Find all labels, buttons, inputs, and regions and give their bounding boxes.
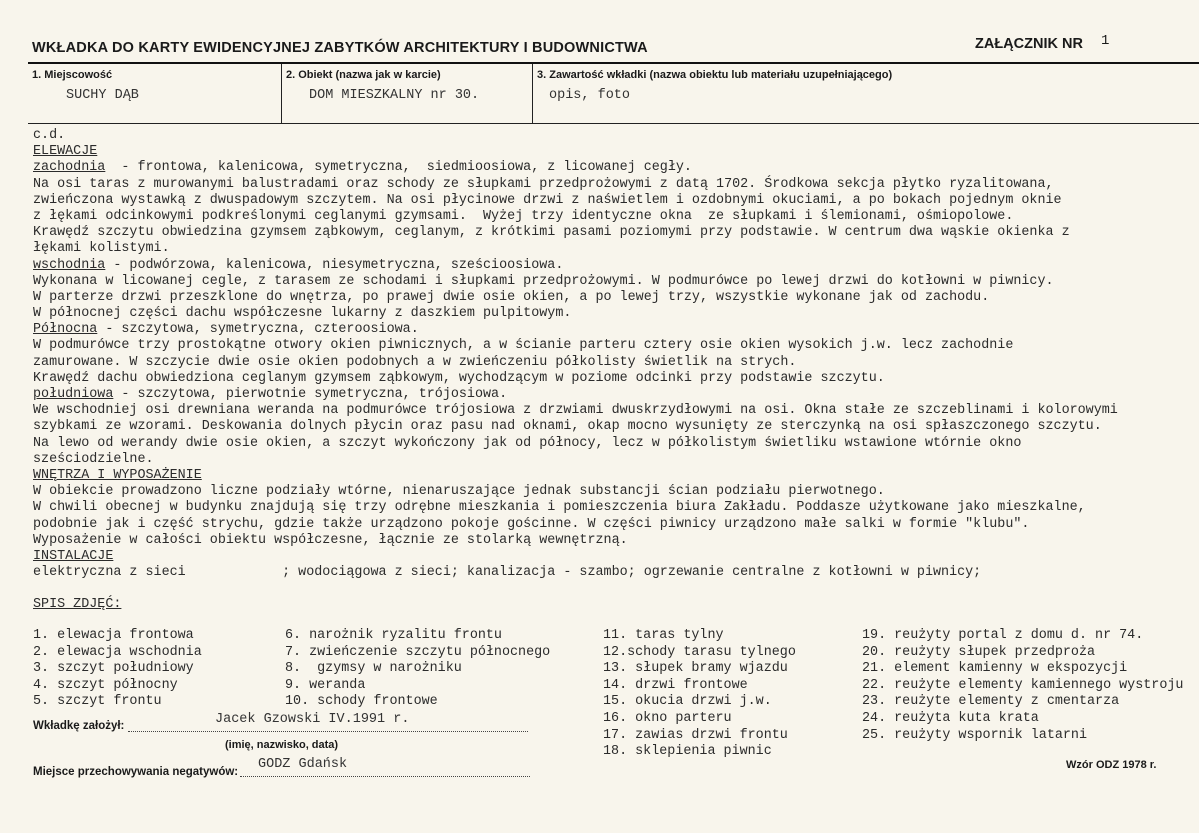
photo-list-item: 15. okucia drzwi j.w. xyxy=(603,694,772,710)
attachment-number: 1 xyxy=(1100,33,1110,49)
object-field xyxy=(282,64,533,123)
photo-list-col-2 xyxy=(285,628,550,711)
text-line: zwieńczona wystawką z dwuspadowym szczytem. Na osi płycinowe drzwi z naświetlem i ozdobnymi okuciami, a po bokach pojednym oknie xyxy=(33,192,1062,208)
section-heading: Północna xyxy=(33,322,98,338)
photo-list-item: 16. okno parteru xyxy=(603,710,732,726)
text-line: Na lewo od werandy dwie osie okien, a szczyt wykończony jak od północy, lecz w półkolistym świetliku wstawione wtórnie okno xyxy=(33,435,1022,451)
text-line: Wykonana w licowanej cegle, z tarasem ze schodami i słupkami przedprożowymi. W podmurówce po lewej drzwi do kotłowni w piwnicy. xyxy=(33,273,1054,289)
photo-list-item: 2. elewacja wschodnia xyxy=(33,644,202,660)
text-line: Krawędź dachu obwiedziona ceglanym gzymsem ząbkowym, wychodzącym w poziome odcinki przy podstawie szczytu. xyxy=(33,370,885,386)
section-text: - szczytowa, pierwotnie symetryczna, trójosiowa. xyxy=(113,387,508,402)
photo-list-item: 1. elewacja frontowa xyxy=(33,628,194,643)
photo-list-item: 18. sklepienia piwnic xyxy=(603,744,772,760)
text-line xyxy=(33,160,1199,176)
section-heading: ELEWACJE xyxy=(33,144,98,160)
section-heading: WNĘTRZA I WYPOSAŻENIE xyxy=(33,467,202,483)
object-label: 2. Obiekt (nazwa jak w karcie) xyxy=(286,69,441,81)
text-line xyxy=(33,597,1199,613)
storage-value: GODZ Gdańsk xyxy=(258,757,348,772)
author-label: Wkładkę założył: xyxy=(33,720,125,732)
text-line xyxy=(33,468,1199,484)
photo-list-item: 4. szczyt północny xyxy=(33,677,178,693)
storage-label: Miejsce przechowywania negatywów: xyxy=(33,766,239,778)
photo-list-item: 5. szczyt frontu xyxy=(33,694,162,710)
photo-list-item: 7. zwieńczenie szczytu północnego xyxy=(285,644,551,660)
content-label: 3. Zawartość wkładki (nazwa obiektu lub materiału uzupełniającego) xyxy=(537,69,893,81)
form-template-id: Wzór ODZ 1978 r. xyxy=(1066,759,1157,771)
text-line: c.d. xyxy=(33,128,66,143)
text-line: elektryczna z sieci ; wodociągowa z sieci; kanalizacja - szambo; ogrzewanie centralne z kotłowni w piwnicy; xyxy=(33,565,982,581)
storage-line xyxy=(240,776,530,777)
photo-list-item: 17. zawias drzwi frontu xyxy=(603,727,788,743)
text-line xyxy=(33,144,1199,160)
attachment-label: ZAŁĄCZNIK NR xyxy=(975,36,1083,52)
section-text: - szczytowa, symetryczna, czteroosiowa. xyxy=(97,322,419,338)
locality-field xyxy=(28,64,282,123)
description-text xyxy=(33,128,1199,614)
photo-list-item: 14. drzwi frontowe xyxy=(603,677,748,693)
form-title: WKŁADKA DO KARTY EWIDENCYJNEJ ZABYTKÓW ARCHITEKTURY I BUDOWNICTWA xyxy=(32,40,648,56)
author-line xyxy=(128,731,528,732)
photo-list-col-1 xyxy=(33,628,202,711)
photo-list-item: 23. reużyte elementy z cmentarza xyxy=(862,694,1120,710)
photo-list-item: 21. element kamienny w ekspozycji xyxy=(862,661,1128,677)
photo-list-item: 19. reużyty portal z domu d. nr 74. xyxy=(862,628,1144,643)
photo-list-item: 11. taras tylny xyxy=(603,628,724,643)
photo-list-item: 12.schody tarasu tylnego xyxy=(603,644,796,660)
content-field xyxy=(533,64,1193,123)
text-line xyxy=(33,258,1199,274)
object-value: DOM MIESZKALNY nr 30. xyxy=(309,88,480,103)
text-line xyxy=(33,581,1199,597)
text-line: szybkami ze wzorami. Deskowania dolnych płycin oraz pasu nad oknami, okap mocno wysunięty ze sterczynką na osi spłaszczonego szczytu. xyxy=(33,419,1102,435)
photo-list-col-4 xyxy=(862,628,1183,744)
section-heading: SPIS ZDJĘĆ: xyxy=(33,597,122,613)
photo-list-item: 8. gzymsy w narożniku xyxy=(285,661,462,677)
attachment-header xyxy=(975,33,1110,53)
author-hint: (imię, nazwisko, data) xyxy=(225,739,339,751)
photo-list-item: 25. reużyty wspornik latarni xyxy=(862,727,1087,743)
text-line: W chwili obecnej w budynku znajdują się trzy odrębne mieszkania i pomieszczenia biura Zakładu. Poddasze użytkowane jako mieszkalne, xyxy=(33,500,1086,516)
text-line: W obiekcie prowadzono liczne podziały wtórne, nienaruszające jednak substancji ścian podziału pierwotnego. xyxy=(33,484,885,500)
photo-list-item: 20. reużyty słupek przedproża xyxy=(862,644,1096,660)
fields-rule xyxy=(28,123,1199,124)
text-line: W parterze drzwi przeszklone do wnętrza, po prawej dwie osie okien, a po lewej trzy, wszystkie wykonane jak od zachodu. xyxy=(33,289,990,305)
section-text: - podwórzowa, kalenicowa, niesymetryczna, sześcioosiowa. xyxy=(105,257,564,273)
text-line: z łękami odcinkowymi podkreślonymi ceglanymi gzymsami. Wyżej trzy identyczne okna ze słupkami i ślemionami, ośmiopolowe. xyxy=(33,208,1014,224)
photo-list-item: 9. weranda xyxy=(285,677,366,693)
locality-label: 1. Miejscowość xyxy=(32,69,113,81)
text-line xyxy=(33,549,1199,565)
section-heading: zachodnia xyxy=(33,160,106,176)
text-line: podobnie jak i część strychu, gdzie także urządzono pokoje gościnne. W części piwnicy urządzono małe salki w formie "klubu". xyxy=(33,516,1030,532)
text-line: We wschodniej osi drewniana weranda na podmurówce trójosiowa z drzwiami dwuskrzydłowymi na osi. Okna stałe ze szczeblinami i kolorowymi xyxy=(33,403,1118,419)
section-heading: wschodnia xyxy=(33,257,106,273)
text-line: W podmurówce trzy prostokątne otwory okien piwnicznych, a w ścianie parteru cztery osie okien wysokich j.w. lecz zachodnie xyxy=(33,338,1014,354)
text-line: W północnej części dachu współczesne lukarny z daszkiem pulpitowym. xyxy=(33,306,572,322)
text-line: Krawędź szczytu obwiedzina gzymsem ząbkowym, ceglanym, z krótkimi pasami poziomymi przy podstawie. W centrum dwa wąskie okienka z xyxy=(33,225,1070,241)
photo-list-item: 3. szczyt południowy xyxy=(33,661,194,677)
text-line: sześciodzielne. xyxy=(33,451,154,467)
section-heading: południowa xyxy=(33,387,114,402)
section-text: - frontowa, kalenicowa, symetryczna, siedmioosiowa, z licowanej cegły. xyxy=(105,160,692,176)
author-value: Jacek Gzowski IV.1991 r. xyxy=(215,712,410,727)
photo-list-col-3 xyxy=(603,628,796,761)
photo-list-item: 10. schody frontowe xyxy=(285,694,438,710)
photo-list-item: 24. reużyta kuta krata xyxy=(862,710,1039,726)
locality-value: SUCHY DĄB xyxy=(66,88,139,103)
text-line: Na osi taras z murowanymi balustradami oraz schody ze słupkami przedprożowymi z datą 1702. Środkowa sekcja płytko ryzalitowana, xyxy=(33,176,1054,192)
content-value: opis, foto xyxy=(549,88,631,103)
text-line xyxy=(33,322,1199,338)
text-line: Wyposażenie w całości obiektu współczesne, łącznie ze stolarką wewnętrzną. xyxy=(33,532,628,548)
text-line: łękami kolistymi. xyxy=(33,241,170,257)
section-heading: INSTALACJE xyxy=(33,548,114,564)
text-line: zamurowane. W szczycie dwie osie okien podobnych a w zwieńczeniu półkolisty świetlik na strych. xyxy=(33,354,797,370)
photo-list-item: 22. reużyte elementy kamiennego wystroju xyxy=(862,677,1184,693)
text-line xyxy=(33,387,1199,403)
photo-list-item: 6. narożnik ryzalitu frontu xyxy=(285,628,502,643)
photo-list-item: 13. słupek bramy wjazdu xyxy=(603,661,788,677)
